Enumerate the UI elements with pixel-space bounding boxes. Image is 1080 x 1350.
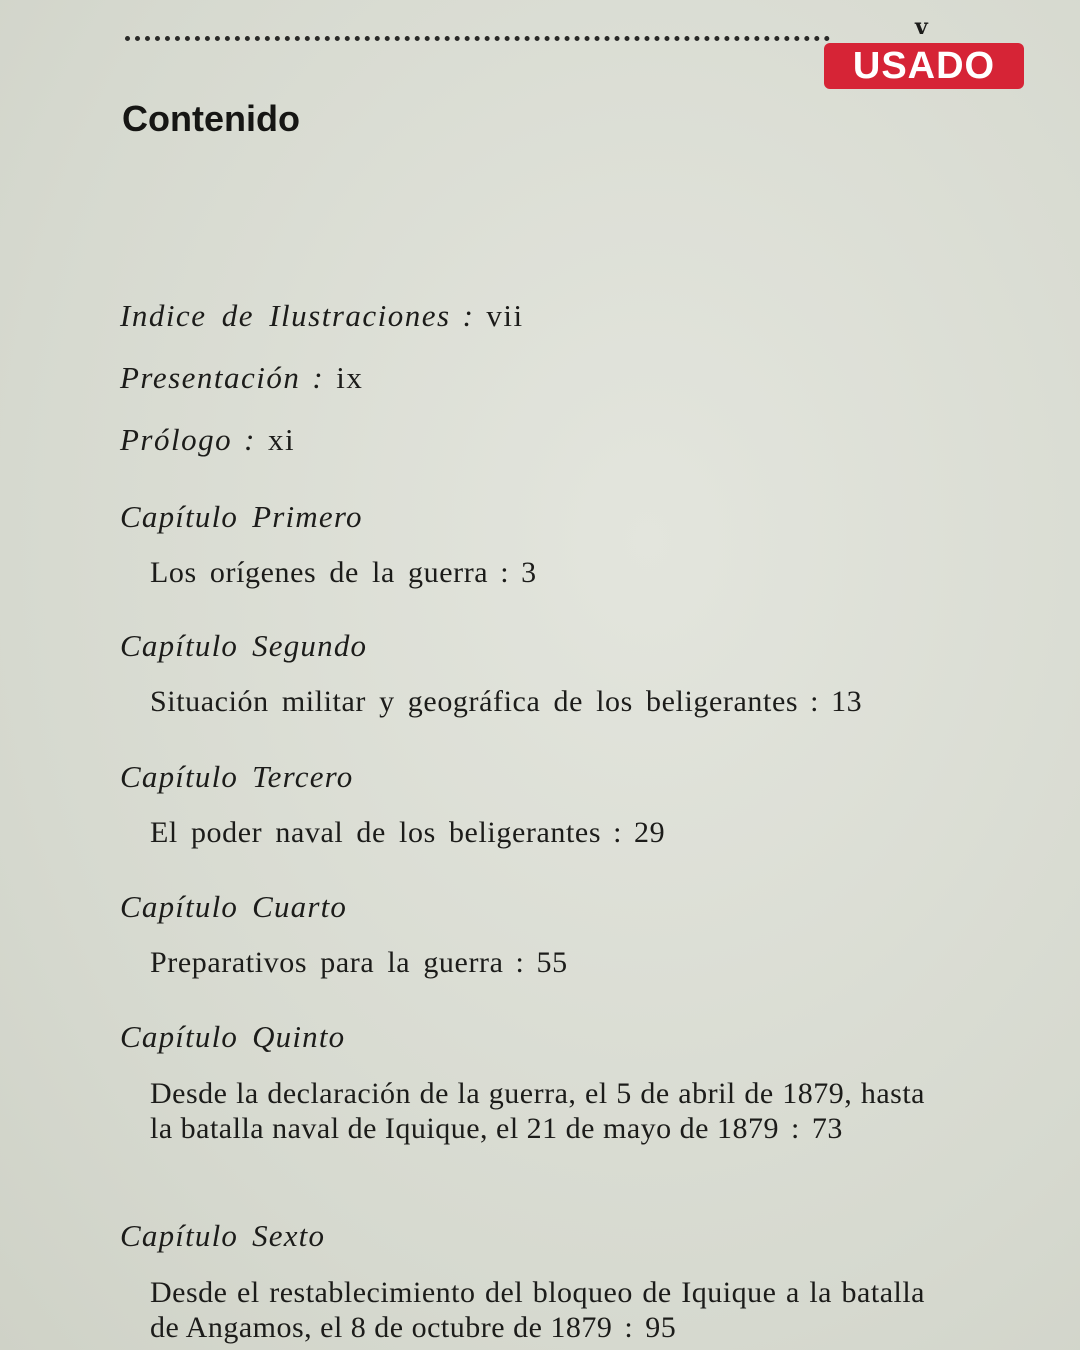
chapter-title: Capítulo Cuarto	[120, 889, 348, 924]
chapter-subtitle-text: El poder naval de los beligerantes	[150, 816, 602, 849]
chapter-page: 29	[634, 816, 666, 849]
toc-entry-label: Presentación	[120, 360, 301, 395]
chapter-title: Capítulo Quinto	[120, 1019, 346, 1054]
chapter-title: Capítulo Tercero	[120, 759, 354, 794]
chapter-page: 73	[811, 1112, 843, 1145]
chapter-subtitle-text: Desde la declaración de la guerra, el 5 de abril de 1879, hasta la batalla naval de Iquique, el 21 de mayo de 1879	[150, 1077, 925, 1145]
chapter-subtitle: Desde la declaración de la guerra, el 5 de abril de 1879, hasta la batalla naval de Iquique, el 21 de mayo de 1879 : 73	[150, 1077, 925, 1145]
chapter-subtitle: Situación militar y geográfica de los beligerantes : 13	[150, 685, 863, 718]
chapter-subtitle: Los orígenes de la guerra : 3	[150, 556, 537, 589]
dotted-rule	[125, 36, 830, 41]
chapter-subtitle: Desde el restablecimiento del bloqueo de Iquique a la batalla de Angamos, el 8 de octubre de 1879 : 95	[150, 1276, 925, 1344]
toc-entry-label: Prólogo	[120, 422, 233, 457]
chapter-subtitle: Preparativos para la guerra : 55	[150, 946, 568, 979]
chapter-page: 3	[521, 556, 537, 589]
chapter-subtitle-text: Los orígenes de la guerra	[150, 556, 489, 589]
toc-entry-page: ix	[336, 360, 364, 395]
chapter-page: 55	[536, 946, 568, 979]
toc-entry-presentation: Presentación : ix	[120, 360, 364, 395]
used-badge: USADO	[824, 43, 1024, 89]
toc-entry-page: xi	[267, 422, 296, 457]
toc-entry-illustrations: Indice de Ilustraciones : vii	[120, 298, 524, 333]
page-title: Contenido	[122, 98, 300, 139]
chapter-title: Capítulo Segundo	[120, 628, 368, 663]
chapter-title: Capítulo Sexto	[120, 1218, 326, 1253]
chapter-subtitle: El poder naval de los beligerantes : 29	[150, 816, 666, 849]
chapter-subtitle-text: Desde el restablecimiento del bloqueo de Iquique a la batalla de Angamos, el 8 de octubre de 1879	[150, 1276, 925, 1344]
page-number: v	[915, 14, 928, 40]
chapter-subtitle-text: Preparativos para la guerra	[150, 946, 504, 979]
chapter-page: 95	[645, 1311, 677, 1344]
chapter-title: Capítulo Primero	[120, 499, 363, 534]
toc-entry-prologue: Prólogo : xi	[120, 422, 296, 457]
toc-entry-label: Indice de Ilustraciones	[120, 298, 451, 333]
chapter-subtitle-text: Situación militar y geográfica de los beligerantes	[150, 685, 799, 718]
toc-entry-page: vii	[486, 298, 524, 333]
chapter-page: 13	[831, 685, 863, 718]
